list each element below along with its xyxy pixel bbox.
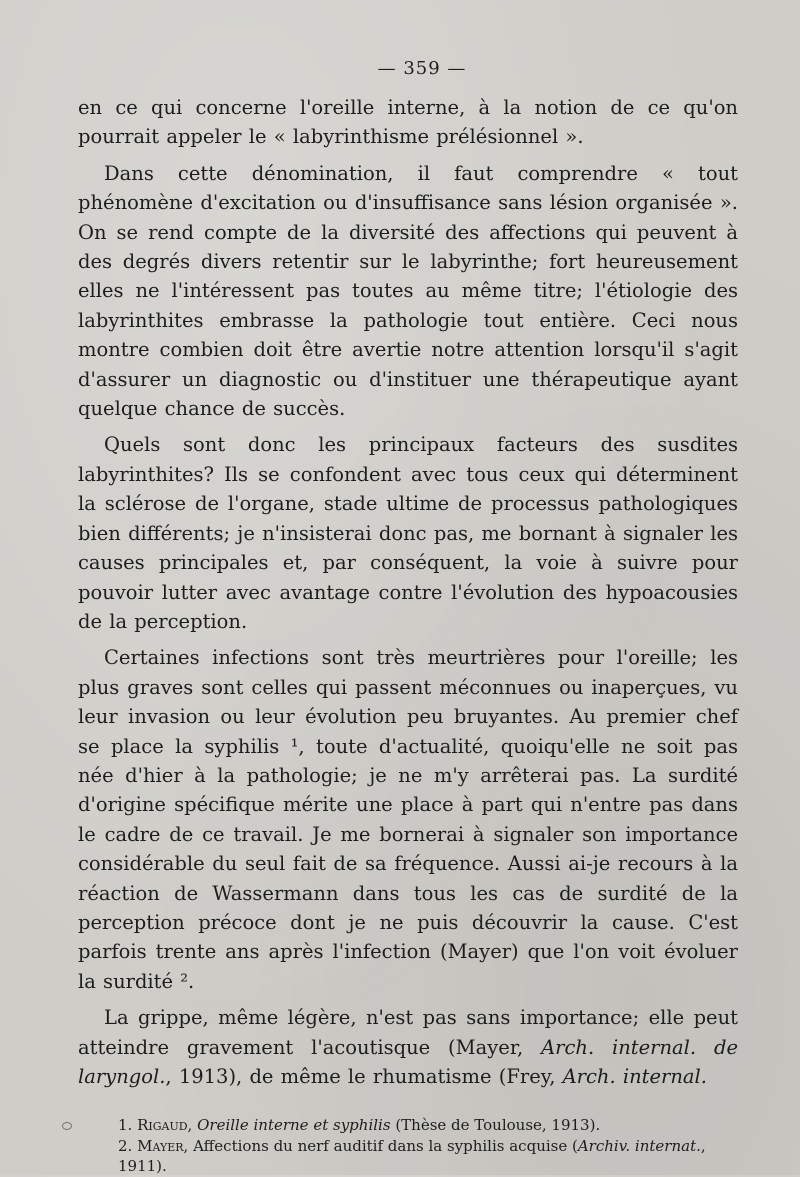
footnote-2 <box>118 1136 738 1176</box>
footnote-2-author: Mayer, <box>137 1137 189 1156</box>
footnote-1 <box>118 1115 738 1135</box>
book-page <box>78 58 738 1177</box>
footnotes <box>78 1115 738 1176</box>
footnote-2-text: Affections du nerf auditif dans la syphilis acquise ( <box>193 1137 578 1156</box>
paragraph-5-text-b: , 1913), de même le rhumatisme (Frey, <box>165 1065 563 1088</box>
paragraph-5 <box>78 1003 738 1091</box>
paragraph-4: Certaines infections sont très meurtrières pour l'oreille; les plus graves sont celles qui passent méconnues ou inaperçues, vu leur invasion ou leur évolution peu bruyantes. Au premier chef se place la syphilis ¹, toute d'actualité, quoiqu'elle ne soit pas née d'hier à la pathologie; je ne m'y arrêterai pas. La surdité d'origine spécifique mérite une place à part qui n'entre pas dans le cadre de ce travail. Je me bornerai à signaler son importance considérable du seul fait de sa fréquence. Aussi ai-je recours à la réaction de Wassermann dans tous les cas de surdité de la perception précoce dont je ne puis découvrir la cause. C'est parfois trente ans après l'infection (Mayer) que l'on voit évoluer la surdité ². <box>78 646 738 993</box>
footnote-1-number: 1. <box>118 1116 133 1135</box>
footnote-1-author: Rigaud, <box>137 1116 193 1135</box>
citation-journal-2: Arch. internal. <box>562 1065 707 1088</box>
footnote-1-rest: (Thèse de Toulouse, 1913). <box>395 1116 601 1135</box>
citation-journal-1: Arch. internal. de laryngol. <box>78 1035 738 1088</box>
paragraph-5-text-a: La grippe, même légère, n'est pas sans importance; elle peut atteindre gravement l'acoutisque (Mayer, <box>78 1006 738 1059</box>
footnote-2-rest: , 1911). <box>118 1137 706 1176</box>
footnote-1-title: Oreille interne et syphilis <box>197 1116 391 1135</box>
paragraph-2: Dans cette dénomination, il faut comprendre « tout phénomène d'excitation ou d'insuffisance sans lésion organisée ». On se rend compte de la diversité des affections qui peuvent à des degrés divers retentir sur le labyrinthe; fort heureusement elles ne l'intéressent pas toutes au même titre; l'étiologie des labyrinthites embrasse la pathologie tout entière. Ceci nous montre combien doit être avertie notre attention lorsqu'il s'agit d'assurer un diagnostic ou d'instituer une thérapeutique ayant quelque chance de succès. <box>78 161 738 421</box>
paragraph-3: Quels sont donc les principaux facteurs des susdites labyrinthites? Ils se confondent avec tous ceux qui déterminent la sclérose de l'organe, stade ultime de processus pathologiques bien différents; je n'insisterai donc pas, me bornant à signaler les causes principales et, par conséquent, la voie à suivre pour pouvoir lutter avec avantage contre l'évolution des hypoacousies de la perception. <box>78 433 738 633</box>
footnote-2-title: Archiv. internat. <box>577 1137 701 1156</box>
footnote-2-number: 2. <box>118 1137 133 1156</box>
paper-smudge <box>62 1122 72 1130</box>
page-number: — 359 — <box>377 58 467 79</box>
paragraph-1: en ce qui concerne l'oreille interne, à la notion de ce qu'on pourrait appeler le « labyrinthisme prélésionnel ». <box>78 96 738 149</box>
